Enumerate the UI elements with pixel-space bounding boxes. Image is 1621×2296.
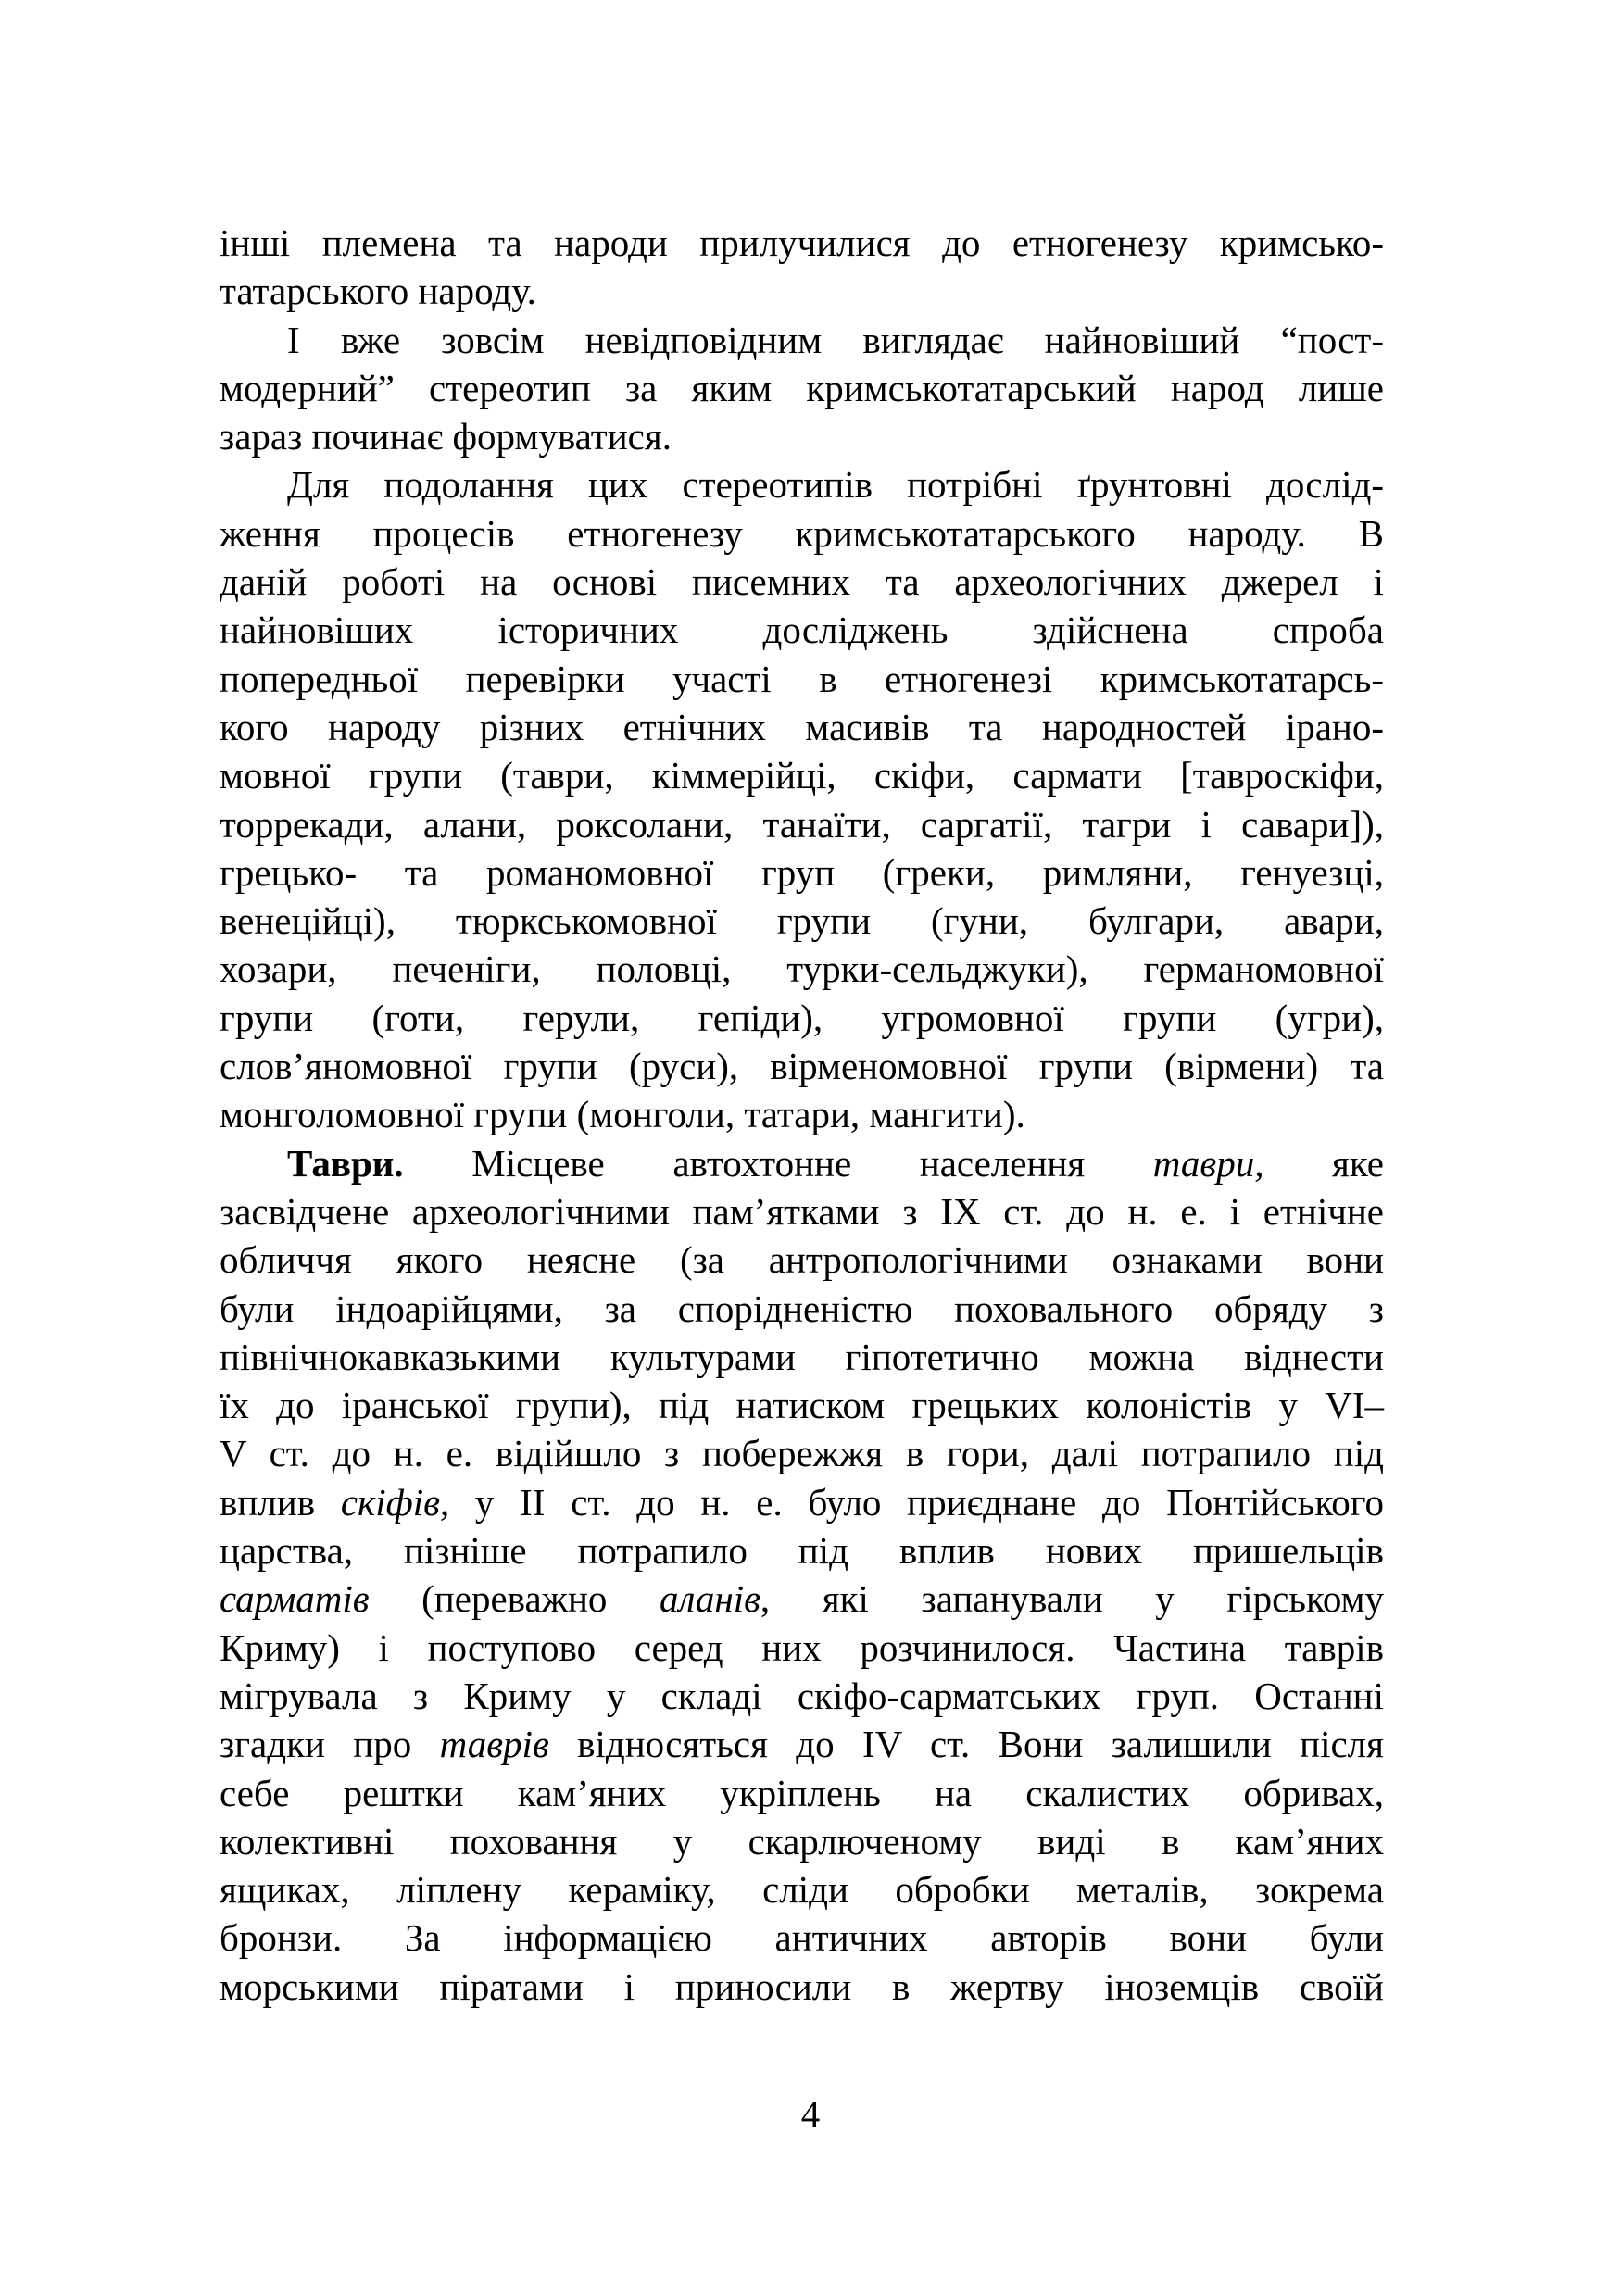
text-line: сарматів (переважно аланів, які запанували у гірському: [220, 1577, 1384, 1621]
paragraph-1: [220, 219, 1384, 316]
text-line: були індоарійцями, за спорідненістю поховального обряду з: [220, 1286, 1384, 1330]
text-line: слов’яномовної групи (руси), вірменомовної групи (вірмени) та: [220, 1045, 1384, 1088]
text-line: ження процесів етногенезу кримськотатарського народу. В: [220, 511, 1384, 555]
text-line: Таври. Місцеве автохтонне населення таври, яке: [287, 1141, 1384, 1185]
document-page: [220, 219, 1384, 2011]
text-line: мігрувала з Криму у складі скіфо-сарматських груп. Останні: [220, 1674, 1384, 1717]
italic-term: таврів: [439, 1723, 549, 1766]
page-number: 4: [800, 2092, 821, 2135]
text-line: згадки про таврів відносяться до IV ст. Вони залишили після: [220, 1723, 1384, 1766]
text-line: торрекади, алани, роксолани, танаїти, саргатії, тагри і савари]),: [220, 802, 1384, 846]
text-line: венеційці), тюркськомовної групи (гуни, булгари, авари,: [220, 899, 1384, 943]
text-line: бронзи. За інформацією античних авторів вони були: [220, 1916, 1384, 1960]
text-line: V ст. до н. е. відійшло з побережжя в гори, далі потрапило під: [220, 1432, 1384, 1475]
text-line: обличчя якого неясне (за антропологічними ознаками вони: [220, 1238, 1384, 1282]
text-line: колективні поховання у скарлюченому виді в кам’яних: [220, 1819, 1384, 1863]
italic-term: аланів: [660, 1577, 760, 1621]
text-line: інші племена та народи прилучилися до етногенезу кримсько-: [220, 221, 1384, 264]
text-line: татарського народу.: [220, 270, 536, 313]
paragraph-2: [220, 316, 1384, 461]
text-line: хозари, печеніги, половці, турки-сельджуки), германомовної: [220, 947, 1384, 991]
section-heading-tavry: Таври.: [287, 1141, 404, 1185]
text-line: групи (готи, герули, гепіди), угромовної групи (угри),: [220, 996, 1384, 1039]
italic-term: скіфів,: [340, 1480, 450, 1524]
text-line: модерний” стереотип за яким кримськотатарський народ лише: [220, 366, 1384, 409]
text-line: вплив скіфів, у II ст. до н. е. було приєднане до Понтійського: [220, 1480, 1384, 1524]
paragraph-3: [220, 460, 1384, 1138]
text-line: царства, пізніше потрапило під вплив нових пришельців: [220, 1529, 1384, 1573]
text-line: попередньої перевірки участі в етногенезі кримськотатарсь-: [220, 657, 1384, 700]
text-line: зараз починає формуватися.: [220, 415, 672, 458]
paragraph-tavry: [220, 1139, 1384, 2011]
text-line: мовної групи (таври, кіммерійці, скіфи, сармати [тавроскіфи,: [220, 754, 1384, 797]
text-line: найновіших історичних досліджень здійснена спроба: [220, 609, 1384, 652]
text-line: грецько- та романомовної груп (греки, римляни, генуезці,: [220, 850, 1384, 894]
text-line: Криму) і поступово серед них розчинилося. Частина таврів: [220, 1625, 1384, 1669]
text-line: Для подолання цих стереотипів потрібні ґрунтовні дослід-: [287, 463, 1384, 507]
text-line: їх до іранської групи), під натиском грецьких колоністів у VI–: [220, 1384, 1384, 1427]
text-line: монголомовної групи (монголи, татари, мангити).: [220, 1093, 1025, 1136]
text-line: засвідчене археологічними пам’ятками з IX ст. до н. е. і етнічне: [220, 1189, 1384, 1233]
italic-term: таври,: [1152, 1141, 1264, 1185]
text-line: ящиках, ліплену кераміку, сліди обробки металів, зокрема: [220, 1868, 1384, 1912]
text-line: північнокавказькими культурами гіпотетично можна віднести: [220, 1335, 1384, 1378]
text-line: себе рештки кам’яних укріплень на скалистих обривах,: [220, 1771, 1384, 1814]
text-line: кого народу різних етнічних масивів та народностей ірано-: [220, 705, 1384, 748]
text-line: даній роботі на основі писемних та археологічних джерел і: [220, 560, 1384, 604]
text-line: І вже зовсім невідповідним виглядає найновіший “пост-: [287, 318, 1384, 361]
italic-term: сарматів: [220, 1577, 370, 1621]
text-line: морськими піратами і приносили в жертву іноземців своїй: [220, 1964, 1384, 2008]
